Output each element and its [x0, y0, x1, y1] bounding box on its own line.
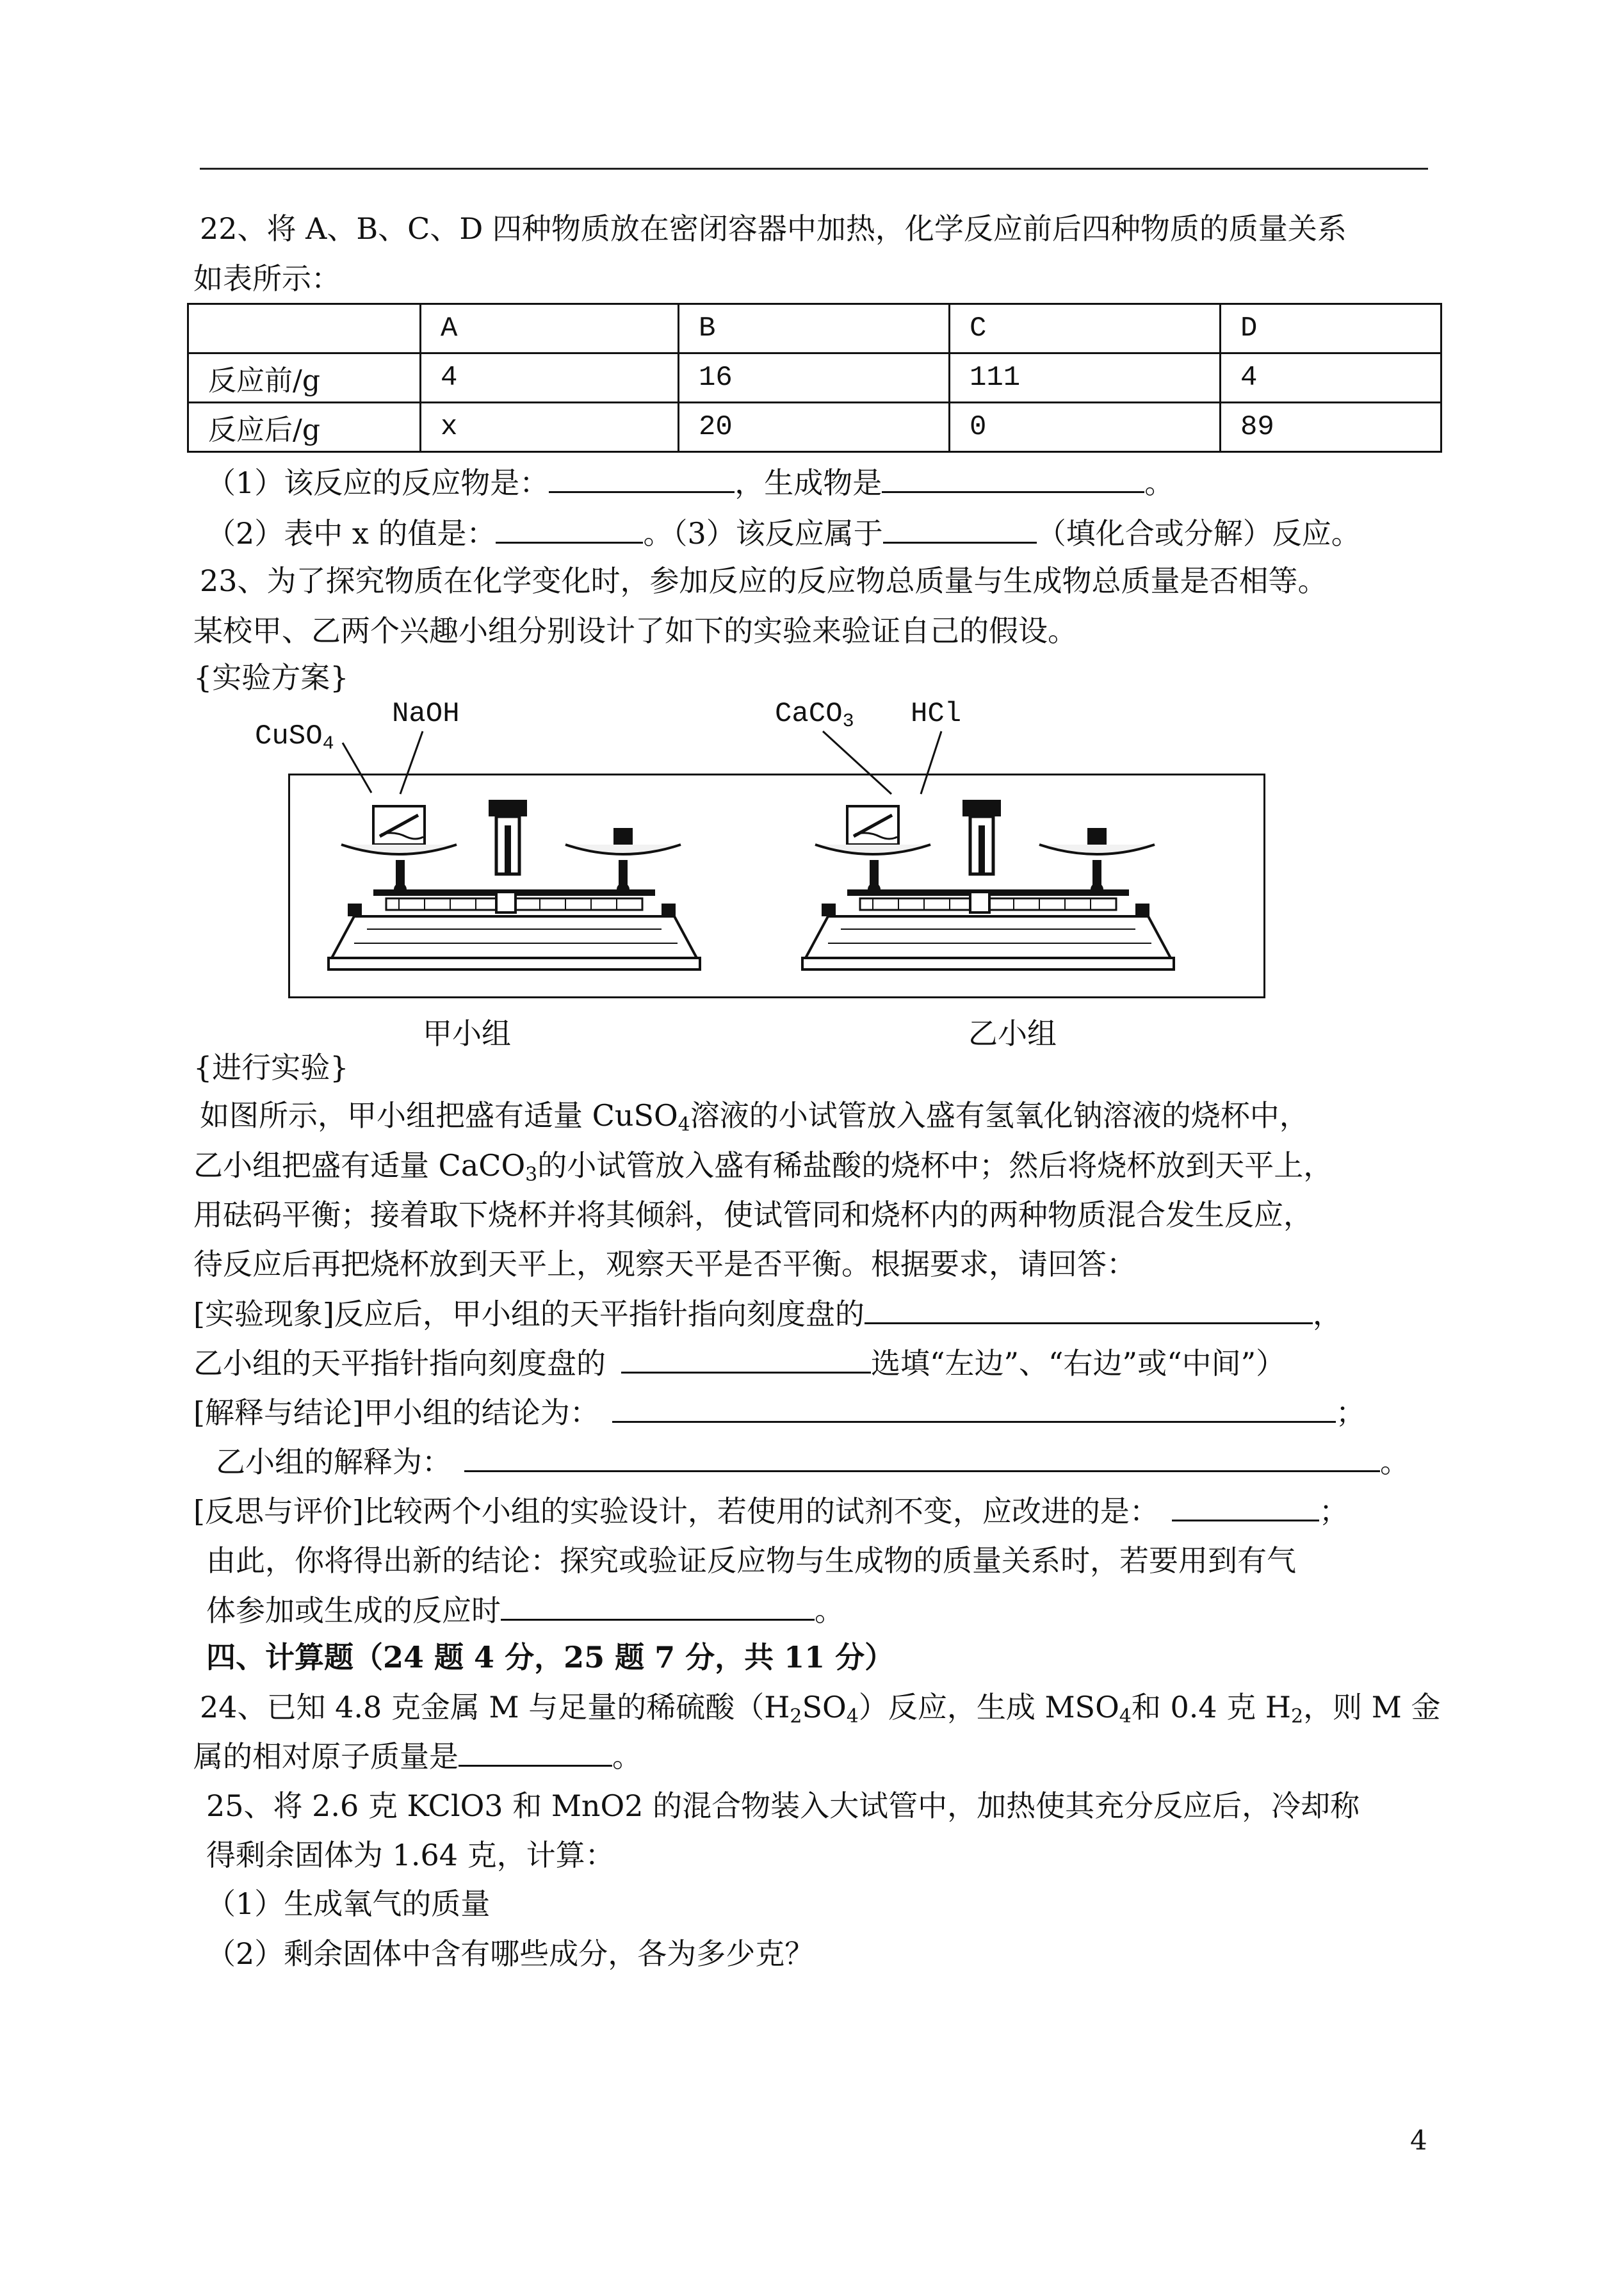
q24-text: 。: [612, 1739, 642, 1774]
q23-observation-2: [193, 1343, 1285, 1383]
balance-figure: [288, 774, 1265, 998]
balance-illustration: [290, 775, 1263, 996]
q25-line1: 25、将 2.6 克 KClO3 和 MnO2 的混合物装入大试管中，加热使其充分反应后，冷却称: [206, 1788, 1360, 1823]
q24-text: ）反应，生成 MSO: [858, 1690, 1119, 1724]
q22-sub1-text: （1）该反应的反应物是：: [206, 466, 549, 500]
q24-sub: 2: [790, 1705, 802, 1728]
q23-para-text: 的小试管放入盛有稀盐酸的烧杯中；然后将烧杯放到天平上，: [537, 1148, 1333, 1183]
q23-para-sub: 4: [678, 1114, 690, 1136]
q25-sub1: （1）生成氧气的质量: [206, 1886, 491, 1921]
q23-reflection-text: 。: [815, 1593, 844, 1628]
q23-conclusion: [193, 1393, 1365, 1432]
group-yi-label: 乙小组: [968, 1016, 1057, 1051]
q23-conclusion-text: [解释与结论]甲小组的结论为：: [193, 1395, 599, 1430]
label-cuso4-text: CuSO: [255, 720, 323, 752]
q23-para-text: 溶液的小试管放入盛有氢氧化钠溶液的烧杯中，: [690, 1098, 1309, 1133]
q24-sub: 4: [1119, 1705, 1132, 1728]
table-cell: D: [1221, 304, 1441, 353]
q24-text: 属的相对原子质量是: [193, 1739, 459, 1774]
table-cell: 4: [421, 353, 679, 403]
q23-observation: [193, 1294, 1342, 1333]
q23-line1: 23、为了探究物质在化学变化时，参加反应的反应物总质量与生成物总质量是否相等。: [200, 564, 1328, 598]
q22-sub2-text: （填化合或分解）反应。: [1036, 516, 1361, 551]
q22-sub2-text: （2）表中 x 的值是：: [206, 516, 496, 551]
q24-text: 和 0.4 克 H: [1131, 1690, 1292, 1724]
table-cell: 4: [1221, 353, 1441, 403]
q23-reflection-2: 由此，你将得出新的结论：探究或验证反应物与生成物的质量关系时，若要用到有气: [206, 1543, 1296, 1578]
q25-sub2: （2）剩余固体中含有哪些成分，各为多少克？: [206, 1936, 815, 1971]
answer-blank[interactable]: [464, 1442, 1380, 1472]
q23-para-sub: 3: [525, 1164, 538, 1186]
q24-text: SO: [802, 1690, 847, 1724]
balance-yi: [802, 800, 1174, 969]
q23-observation-text: [实验现象]反应后，甲小组的天平指针指向刻度盘的: [193, 1297, 865, 1331]
q24-sub: 2: [1291, 1705, 1304, 1728]
table-cell: 反应前/g: [188, 353, 421, 403]
label-caco3-text: CaCO: [775, 698, 843, 730]
q23-para-line4: 待反应后再把烧杯放到天平上，观察天平是否平衡。根据要求，请回答：: [193, 1247, 1136, 1281]
q24-line1: [200, 1688, 1440, 1726]
label-cuso4-sub: 4: [322, 733, 334, 755]
q23-explanation-text: 乙小组的解释为：: [216, 1445, 451, 1479]
q22-sub2-text: 。（3）该反应属于: [643, 516, 883, 551]
q24-text: ，则 M 金: [1303, 1690, 1441, 1724]
q23-observation-text: ，: [1312, 1297, 1342, 1331]
answer-blank[interactable]: [501, 1591, 815, 1621]
label-caco3-sub: 3: [842, 711, 854, 733]
q24-sub: 4: [846, 1705, 859, 1728]
q23-conclusion-text: ；: [1335, 1395, 1365, 1430]
balance-jia: [329, 800, 700, 969]
q23-plan-heading: {实验方案}: [193, 660, 349, 695]
table-cell: A: [421, 304, 679, 353]
q23-observation-text: 乙小组的天平指针指向刻度盘的: [193, 1346, 606, 1381]
answer-blank[interactable]: [1172, 1491, 1319, 1521]
q23-observation-text: 选填“左边”、“右边”或“中间”）: [871, 1346, 1286, 1381]
q23-exp-heading: {进行实验}: [193, 1050, 349, 1085]
table-cell: 16: [679, 353, 950, 403]
answer-blank[interactable]: [612, 1393, 1336, 1423]
group-jia-label: 甲小组: [423, 1016, 511, 1051]
q23-para-line3: 用砝码平衡；接着取下烧杯并将其倾斜，使试管同和烧杯内的两种物质混合发生反应，: [193, 1197, 1313, 1232]
q23-reflection-text: [反思与评价]比较两个小组的实验设计，若使用的试剂不变，应改进的是：: [193, 1494, 1159, 1529]
section4-heading: 四、计算题（24 题 4 分，25 题 7 分，共 11 分）: [206, 1640, 895, 1675]
answer-blank[interactable]: [865, 1294, 1313, 1324]
q22-line2: 如表所示：: [193, 261, 341, 296]
q24-line2: [193, 1737, 642, 1776]
q23-line2: 某校甲、乙两个兴趣小组分别设计了如下的实验来验证自己的假设。: [193, 613, 1077, 648]
page-number: 4: [1410, 2125, 1427, 2156]
q22-sub1-text: 。: [1144, 466, 1174, 500]
q22-line1: 22、将 A、B、C、D 四种物质放在密闭容器中加热，化学反应前后四种物质的质量关系: [200, 211, 1347, 246]
table-cell: B: [679, 304, 950, 353]
answer-blank[interactable]: [459, 1737, 612, 1767]
table-cell: 0: [950, 403, 1221, 452]
q23-para-text: 乙小组把盛有适量 CaCO: [193, 1148, 526, 1183]
q23-explanation-text: 。: [1380, 1445, 1409, 1479]
table-cell: C: [950, 304, 1221, 353]
table-cell: x: [421, 403, 679, 452]
table-cell: 20: [679, 403, 950, 452]
table-cell: 111: [950, 353, 1221, 403]
q23-reflection-text: ；: [1319, 1494, 1349, 1529]
answer-blank[interactable]: [621, 1343, 871, 1374]
label-naoh: NaOH: [392, 698, 460, 730]
q23-para-line1: [200, 1096, 1309, 1135]
q25-line2: 得剩余固体为 1.64 克，计算：: [206, 1838, 615, 1872]
q23-reflection-3: [206, 1591, 844, 1630]
q22-sub1-text: ，生成物是: [735, 466, 882, 500]
q23-reflection: [193, 1491, 1349, 1530]
q23-explanation: [216, 1442, 1409, 1481]
q23-para-line2: [193, 1146, 1333, 1185]
q23-reflection-text: 体参加或生成的反应时: [206, 1593, 501, 1628]
label-hcl: HCl: [911, 698, 962, 730]
q24-text: 24、已知 4.8 克金属 M 与足量的稀硫酸（H: [200, 1690, 790, 1724]
q23-para-text: 如图所示，甲小组把盛有适量 CuSO: [200, 1098, 678, 1133]
table-cell: 反应后/g: [188, 403, 421, 452]
table-cell: 89: [1221, 403, 1441, 452]
